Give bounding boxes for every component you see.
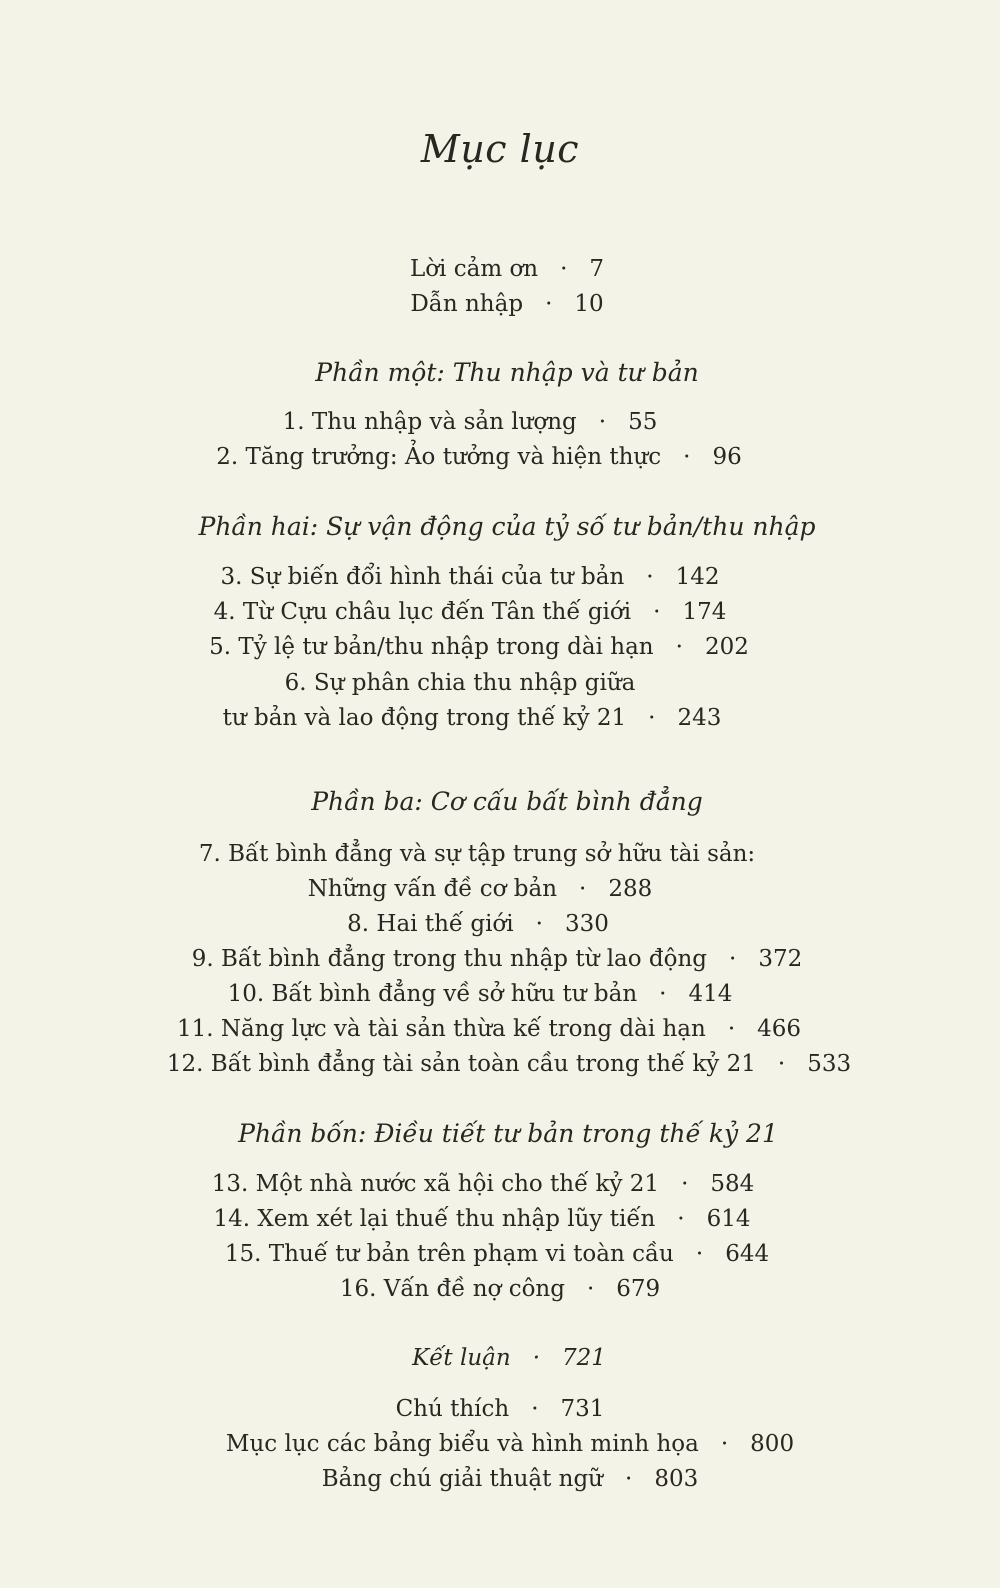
entry-title: 5. Tỷ lệ tư bản/thu nhập trong dài hạn — [209, 634, 654, 660]
entry-title: Mục lục các bảng biểu và hình minh họa — [225, 1431, 699, 1457]
entry-title: 15. Thuế tư bản trên phạm vi toàn cầu — [224, 1241, 674, 1267]
dot-separator: · — [659, 981, 667, 1007]
dot-separator: · — [653, 599, 661, 625]
toc-entry — [209, 636, 749, 659]
entry-title: Phần một: Thu nhập và tư bản — [315, 358, 699, 387]
toc-entry — [216, 446, 741, 469]
part-heading — [311, 789, 703, 814]
toc-entry — [285, 672, 636, 695]
toc-entry — [412, 1347, 606, 1370]
toc-entry — [192, 948, 803, 971]
dot-separator: · — [598, 409, 607, 435]
entry-title: tư bản và lao động trong thế kỷ 21 — [222, 705, 627, 731]
toc-entry — [340, 1278, 660, 1301]
page-number: 96 — [712, 444, 742, 470]
toc-entry — [225, 1243, 769, 1266]
toc-entry — [396, 1398, 605, 1421]
page-number: 10 — [574, 291, 604, 317]
page-number: 721 — [562, 1345, 606, 1371]
page-number: 644 — [725, 1241, 770, 1267]
entry-title: 16. Vấn đề nợ công — [339, 1276, 565, 1302]
dot-separator: · — [727, 1016, 736, 1042]
page-number: 55 — [628, 409, 658, 435]
dot-separator: · — [729, 946, 737, 972]
dot-separator: · — [646, 564, 654, 590]
part-heading — [315, 360, 698, 385]
entry-title: 3. Sự biến đổi hình thái của tư bản — [220, 564, 625, 590]
toc-entry — [214, 601, 727, 624]
dot-separator: · — [720, 1431, 729, 1457]
entry-title: 12. Bất bình đẳng tài sản toàn cầu trong thế kỷ 21 — [166, 1051, 756, 1077]
toc-entry — [167, 1053, 851, 1076]
page-number: 288 — [608, 876, 653, 902]
toc-entry — [228, 983, 733, 1006]
page-number: 584 — [710, 1171, 755, 1197]
dot-separator: · — [695, 1241, 704, 1267]
entry-title: 11. Năng lực và tài sản thừa kế trong dài hạn — [176, 1016, 706, 1042]
toc-entry — [283, 411, 658, 434]
page-number: 330 — [564, 911, 609, 937]
page-number: 800 — [750, 1431, 795, 1457]
toc-entry — [410, 258, 604, 281]
dot-separator: · — [560, 256, 568, 282]
toc-entry — [212, 1173, 755, 1196]
page-number: 372 — [758, 946, 803, 972]
page-number: 466 — [757, 1016, 802, 1042]
entry-title: Chú thích — [395, 1396, 510, 1422]
dot-separator: · — [531, 1396, 539, 1422]
page-number: 142 — [675, 564, 720, 590]
entry-title: Dẫn nhập — [410, 291, 524, 317]
page-number: 243 — [677, 705, 722, 731]
page-number: 679 — [616, 1276, 661, 1302]
part-heading — [199, 514, 816, 539]
toc-entry — [177, 1018, 801, 1041]
toc-entry — [410, 293, 603, 316]
page-title: Mục lục — [420, 127, 580, 171]
dot-separator: · — [777, 1051, 786, 1077]
toc-entry — [213, 1208, 750, 1231]
page-number: 803 — [654, 1466, 699, 1492]
entry-title: 1. Thu nhập và sản lượng — [282, 409, 577, 435]
entry-title: 14. Xem xét lại thuế thu nhập lũy tiến — [213, 1206, 656, 1232]
entry-title: 4. Từ Cựu châu lục đến Tân thế giới — [213, 599, 632, 625]
entry-title: 6. Sự phân chia thu nhập giữa — [284, 670, 636, 696]
entry-title: 13. Một nhà nước xã hội cho thế kỷ 21 — [211, 1171, 660, 1197]
entry-title: 2. Tăng trưởng: Ảo tưởng và hiện thực — [216, 444, 662, 470]
page-number: 414 — [688, 981, 733, 1007]
entry-title: 10. Bất bình đẳng về sở hữu tư bản — [227, 981, 638, 1007]
page-number: 202 — [704, 634, 749, 660]
page-number: 174 — [682, 599, 727, 625]
part-heading — [238, 1121, 778, 1146]
entry-title: 8. Hai thế giới — [347, 911, 514, 937]
dot-separator: · — [579, 876, 587, 902]
dot-separator: · — [681, 1171, 689, 1197]
toc-entry — [199, 843, 755, 866]
entry-title: Phần hai: Sự vận động của tỷ số tư bản/thu nhập — [198, 512, 816, 541]
toc-entry — [347, 913, 609, 936]
entry-title: Phần ba: Cơ cấu bất bình đẳng — [311, 787, 703, 816]
page-number: 731 — [560, 1396, 605, 1422]
entry-title: Lời cảm ơn — [409, 256, 539, 282]
entry-title: Phần bốn: Điều tiết tư bản trong thế kỷ 21 — [238, 1119, 778, 1148]
toc-entry — [322, 1468, 698, 1491]
dot-separator: · — [535, 911, 543, 937]
dot-separator: · — [648, 705, 656, 731]
dot-separator: · — [675, 634, 683, 660]
dot-separator: · — [683, 444, 691, 470]
page-number: 533 — [807, 1051, 852, 1077]
toc-entry — [308, 878, 653, 901]
dot-separator: · — [586, 1276, 595, 1302]
entry-title: 7. Bất bình đẳng và sự tập trung sở hữu tài sản: — [198, 841, 756, 867]
page-number: 614 — [706, 1206, 751, 1232]
entry-title: Kết luận — [412, 1345, 511, 1371]
page-number: 7 — [589, 256, 605, 282]
dot-separator: · — [677, 1206, 685, 1232]
entry-title: Bảng chú giải thuật ngữ — [321, 1466, 604, 1492]
dot-separator: · — [545, 291, 553, 317]
toc-entry — [223, 707, 722, 730]
toc-entry — [226, 1433, 794, 1456]
dot-separator: · — [625, 1466, 633, 1492]
entry-title: Những vấn đề cơ bản — [307, 876, 558, 902]
toc-entry — [220, 566, 719, 589]
entry-title: 9. Bất bình đẳng trong thu nhập từ lao động — [191, 946, 708, 972]
dot-separator: · — [532, 1345, 540, 1371]
